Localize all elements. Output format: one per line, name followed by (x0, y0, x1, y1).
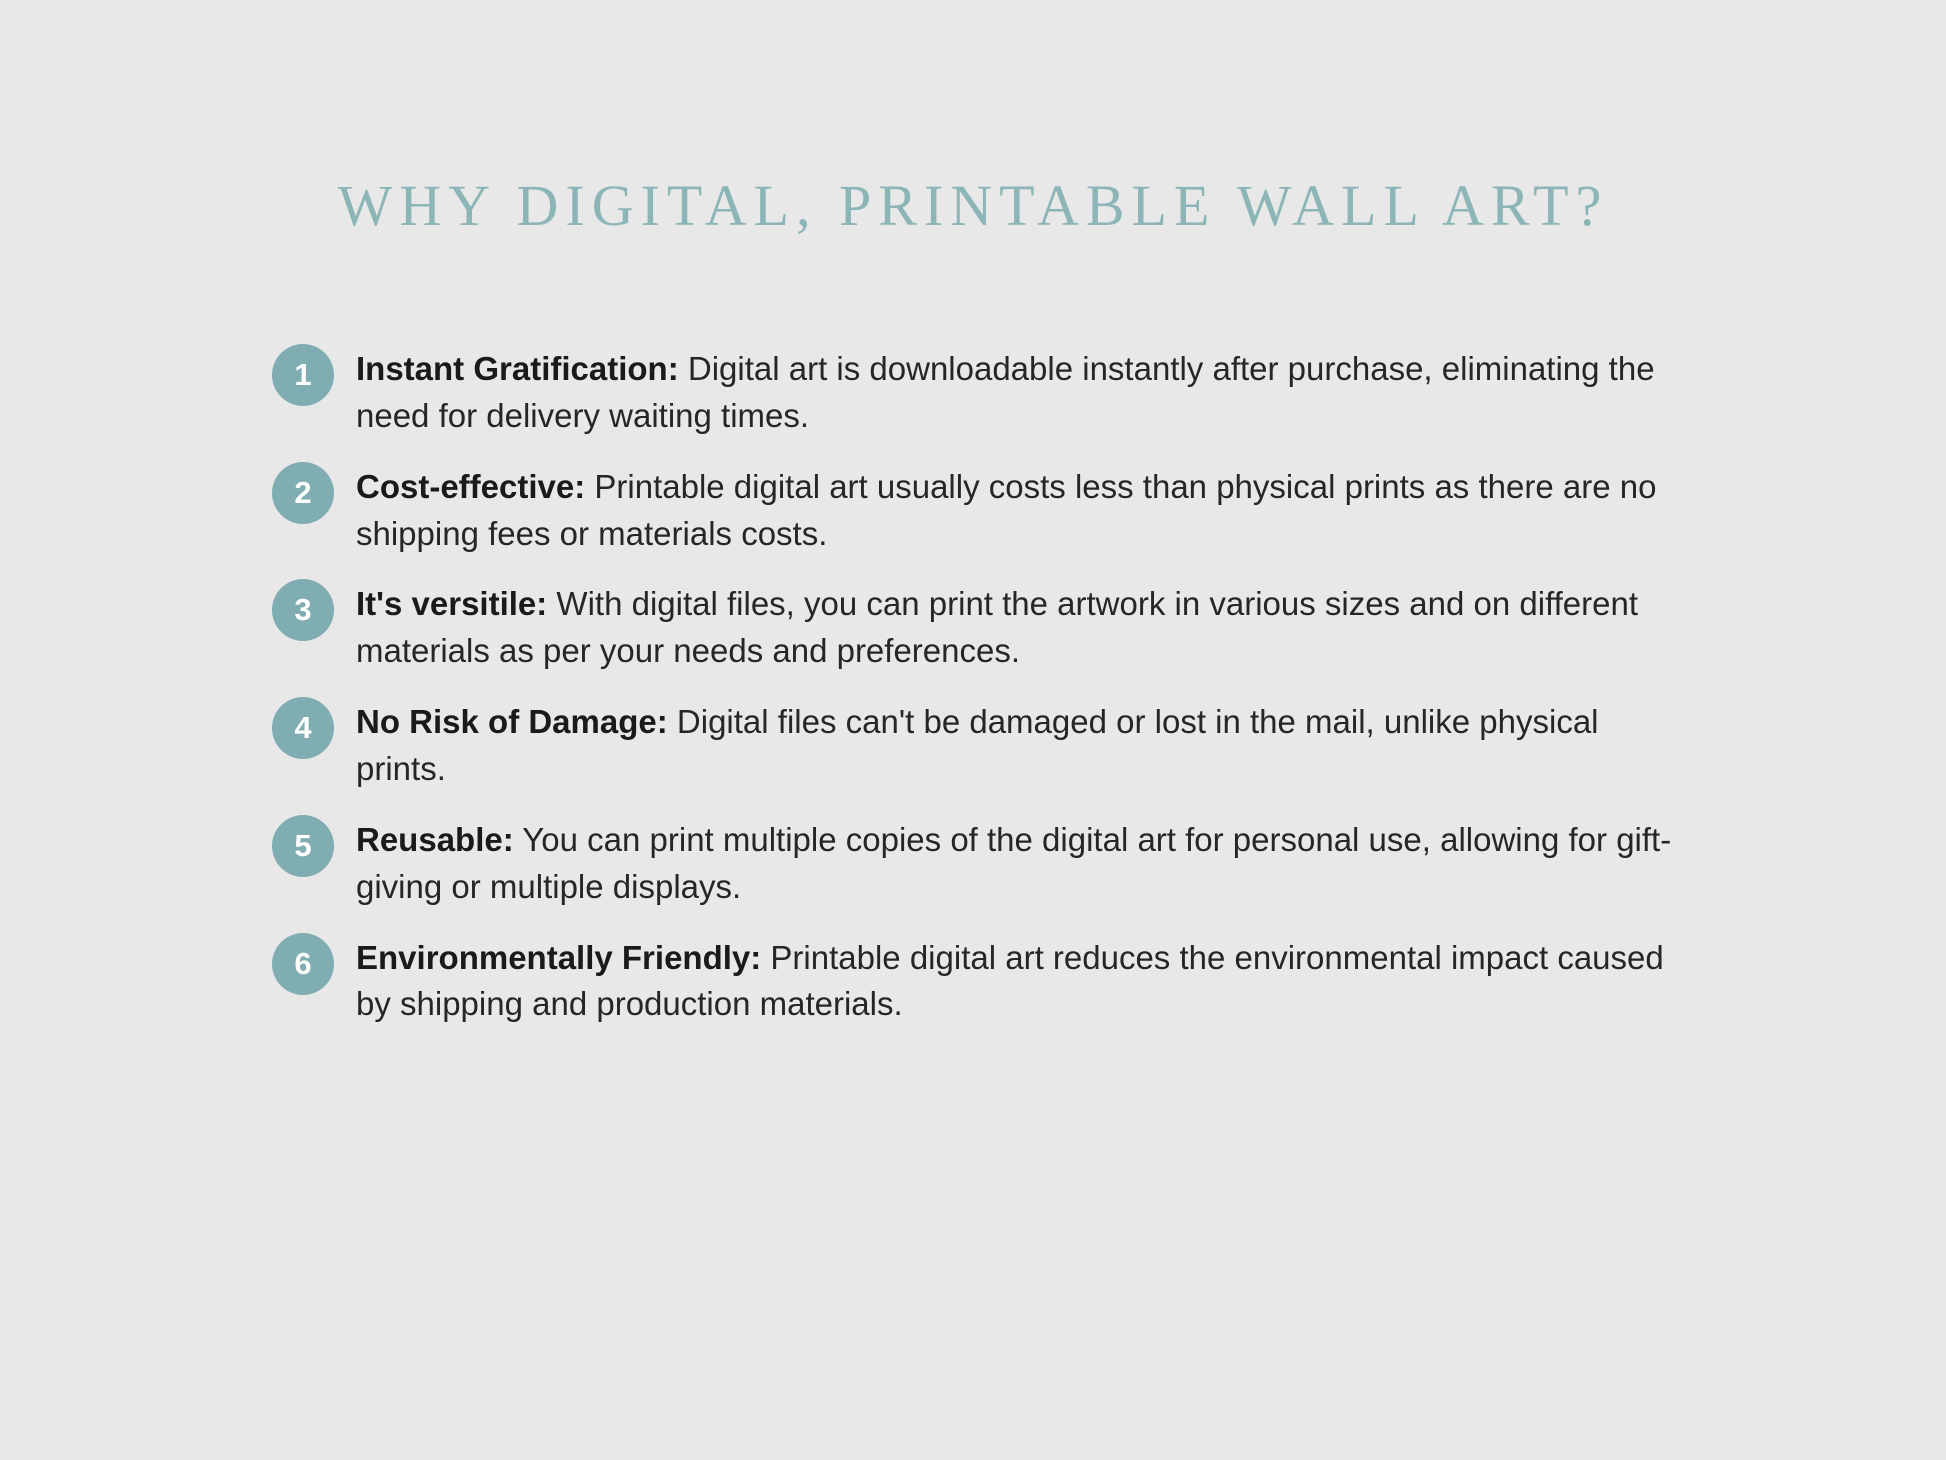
list-item-body: Printable digital art reduces the environmental impact caused by shipping and production materials. (356, 938, 1664, 1023)
list-item-lead: Instant Gratification: (356, 350, 679, 387)
list-item-number-badge: 4 (272, 697, 334, 759)
list-item-body: Digital art is downloadable instantly after purchase, eliminating the need for delivery waiting times. (356, 350, 1655, 434)
list-item-text (356, 575, 1692, 675)
list-item-text (356, 693, 1692, 793)
list-item-number-badge: 3 (272, 579, 334, 641)
list-item (272, 575, 1692, 675)
list-item (272, 458, 1692, 558)
list-item (272, 811, 1692, 911)
list-item-body: You can print multiple copies of the digital art for personal use, allowing for gift-giving or multiple displays. (356, 820, 1672, 905)
list-item-lead: No Risk of Damage: (356, 703, 668, 741)
list-item (272, 693, 1692, 793)
list-item-body: Digital files can't be damaged or lost in the mail, unlike physical prints. (356, 703, 1599, 788)
list-item-number-badge: 1 (272, 344, 334, 406)
list-item-lead: It's versitile: (356, 585, 548, 623)
benefits-list (272, 340, 1692, 1046)
list-item-number-badge: 6 (272, 933, 334, 995)
list-item-text (356, 811, 1692, 911)
list-item-lead: Reusable: (356, 820, 514, 858)
list-item-body: With digital files, you can print the artwork in various sizes and on different materials as per your needs and preferences. (356, 585, 1639, 670)
list-item-body: Printable digital art usually costs less than physical prints as there are no shipping fees or materials costs. (356, 467, 1657, 552)
list-item-lead: Cost-effective: (356, 467, 586, 505)
page-title: WHY DIGITAL, PRINTABLE WALL ART? (337, 173, 1609, 238)
list-item (272, 340, 1692, 440)
list-item-number-badge: 2 (272, 462, 334, 524)
list-item-text (356, 458, 1692, 558)
list-item-text (356, 929, 1692, 1029)
list-item-number-badge: 5 (272, 815, 334, 877)
list-item (272, 929, 1692, 1029)
list-item-text (356, 340, 1692, 440)
list-item-lead: Environmentally Friendly: (356, 938, 762, 976)
